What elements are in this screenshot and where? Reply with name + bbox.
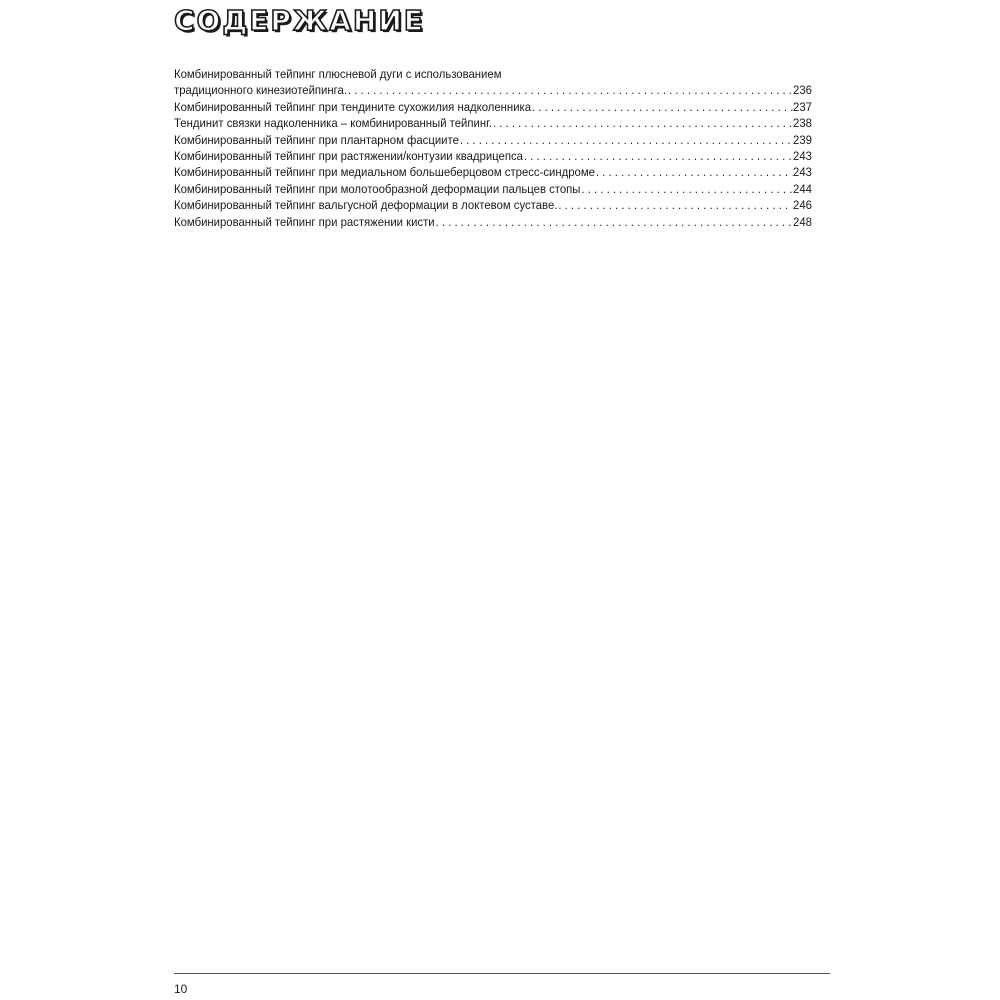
toc-dot-leader	[460, 132, 792, 148]
toc-entry	[174, 115, 812, 131]
toc-dot-leader	[581, 181, 792, 197]
toc-dot-leader	[596, 164, 792, 180]
toc-dot-leader	[436, 214, 793, 230]
toc-entry	[174, 82, 812, 98]
toc-entry-text: Комбинированный тейпинг при тендините сухожилия надколенника	[174, 99, 532, 114]
toc-entry	[174, 148, 812, 164]
toc-entry-page: 238	[793, 116, 812, 131]
page-number: 10	[174, 982, 188, 996]
toc-entry-page: 243	[793, 149, 812, 164]
footer-divider	[174, 973, 830, 974]
toc-dot-leader	[558, 197, 792, 213]
toc-entry-text: Комбинированный тейпинг вальгусной деформации в локтевом суставе.	[174, 198, 558, 213]
toc-entry-page: 243	[793, 165, 812, 180]
toc-entry	[174, 66, 812, 82]
toc-entry-text: Комбинированный тейпинг при плантарном фасциите	[174, 132, 459, 147]
toc-entry-page: 248	[793, 214, 812, 229]
toc-entry	[174, 132, 812, 148]
toc-entry-page: 244	[793, 181, 812, 196]
toc-dot-leader	[348, 82, 792, 98]
toc-entry-text: Комбинированный тейпинг при медиальном большеберцовом стресс-синдроме	[174, 165, 595, 180]
table-of-contents	[174, 66, 812, 230]
toc-entry	[174, 214, 812, 230]
toc-entry-text: Комбинированный тейпинг при молотообразной деформации пальцев стопы	[174, 181, 581, 196]
toc-entry-text: Комбинированный тейпинг плюсневой дуги с использованием	[174, 67, 502, 81]
toc-dot-leader	[524, 148, 792, 164]
toc-entry-text: Тендинит связки надколенника – комбинированный тейпинг.	[174, 116, 493, 131]
toc-entry	[174, 164, 812, 180]
toc-entry-text: традиционного кинезиотейпинга.	[174, 83, 347, 98]
toc-entry	[174, 181, 812, 197]
toc-dot-leader	[493, 115, 792, 131]
toc-entry-page: 246	[793, 198, 812, 213]
toc-entry-page: 236	[793, 83, 812, 98]
toc-dot-leader	[532, 99, 792, 115]
toc-entry-page: 239	[793, 132, 812, 147]
toc-entry-text: Комбинированный тейпинг при растяжении кисти	[174, 214, 435, 229]
toc-entry	[174, 99, 812, 115]
page-title: СОДЕРЖАНИЕ	[174, 4, 425, 37]
toc-entry-page: 237	[793, 99, 812, 114]
toc-entry-text: Комбинированный тейпинг при растяжении/контузии квадрицепса	[174, 149, 523, 164]
toc-entry	[174, 197, 812, 213]
